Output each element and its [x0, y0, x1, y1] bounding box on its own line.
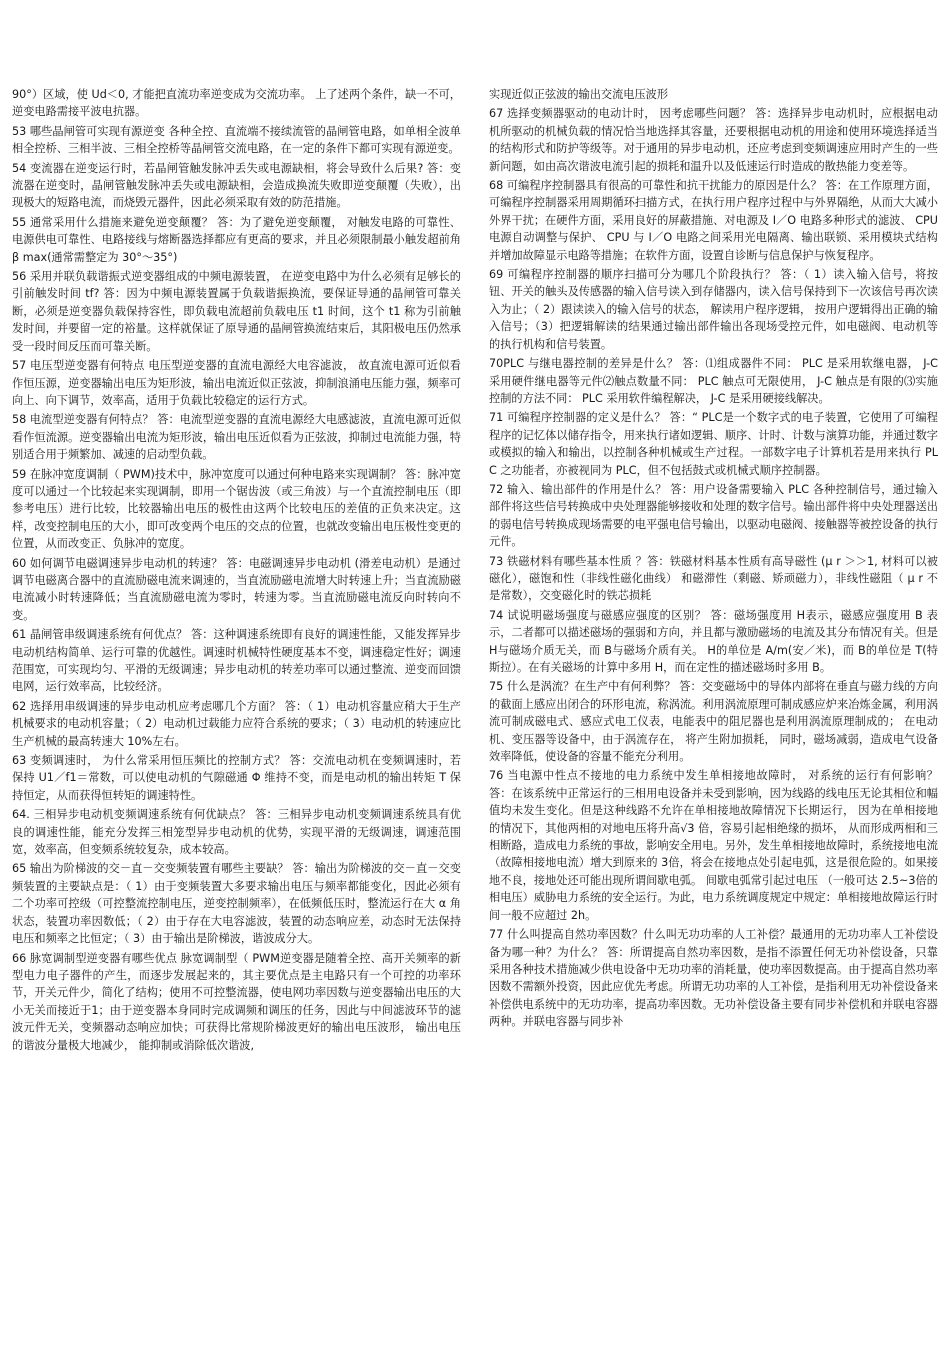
paragraph: 58 电流型逆变器有何特点？ 答：电流型逆变器的直流电源经大电感滤波，直流电源可近似看作恒流源。逆变器输出电流为矩形波，输出电压近似看为正弦波，抑制过电流能力强，特别适合用于频繁加、减速的启动型负载。	[12, 413, 461, 462]
paragraph: 71 可编程序控制器的定义是什么？ 答：“ PLC是一个数字式的电子装置，它使用了可编程程序的记忆体以储存指令，用来执行诸如逻辑、顺序、计时、计数与演算功能，并通过数字或模拟的输入和输出，以控制各种机械或生产过程。一部数字电子计算机若是用来执行 PLC 之功能者，亦被视同为 PLC，但不包括鼓式或机械式顺序控制器。	[489, 411, 938, 477]
paragraph: 实现近似正弦波的输出交流电压波形	[489, 88, 669, 101]
paragraph: 59 在脉冲宽度调制（ PWM)技术中，脉冲宽度可以通过何种电路来实现调制？ 答：脉冲宽度可以通过一个比较起来实现调制，即用一个锯齿波（或三角波）与一个直流控制电压（即参考电压）进行比较，比较器输出电压的极性由这两个比较电压的差值的正负来决定。这样，改变控制电压的大小，即可改变两个电压的交点的位置，也就改变输出电压极性变更的位置，从而改变正、负脉冲的宽度。	[12, 467, 461, 551]
paragraph: 57 电压型逆变器有何特点 电压型逆变器的直流电源经大电容滤波， 故直流电源可近似看作恒压源，逆变器输出电压为矩形波，输出电流近似正弦波，抑制浪涌电压能力强，频率可向上、向下调节，效率高，适用于负载比较稳定的运行方式。	[12, 359, 461, 407]
paragraph: 75 什么是涡流？在生产中有何利弊？ 答：交变磁场中的导体内部将在垂直与磁力线的方向的截面上感应出闭合的环形电流，称涡流。利用涡流原理可制成感应炉来冶炼金属，利用涡流可制成磁电式、感应式电工仪表，电能表中的阻尼器也是利用涡流原理制成的； 在电动机、变压器等设备中，由于涡流存在， 将产生附加损耗， 同时，磁场减弱，造成电气设备效率降低，使设备的容量不能充分利用。	[489, 680, 938, 764]
paragraph: 54 变流器在逆变运行时，若晶闸管触发脉冲丢失或电源缺相，将会导致什么后果? 答：变流器在逆变时，晶闸管触发脉冲丢失或电源缺相，会造成换流失败即逆变颠覆（失败），出现极大的短路电流，而烧毁元器件，因此必须采取有效的防范措施。	[12, 161, 461, 210]
right-column	[489, 86, 938, 1336]
paragraph: 55 通常采用什么措施来避免逆变颠覆？ 答：为了避免逆变颠覆， 对触发电路的可靠性、电源供电可靠性、电路接线与熔断器选择都应有更高的要求，并且必须限制最小触发超前角 β max(通常需整定为 30°～35°)	[12, 215, 461, 264]
paragraph: 62 选择用串级调速的异步电动机应考虑哪几个方面？ 答：（ 1）电动机容量应稍大于生产机械要求的电动机容量；（ 2）电动机过载能力应符合系统的要求；（ 3）电动机的转速应比生产机械的最高转速大 10%左右。	[12, 699, 461, 748]
paragraph: 63 变频调速时， 为什么常采用恒压频比的控制方式？ 答：交流电动机在变频调速时，若保持 U1／f1＝常数，可以使电动机的气隙磁通 Φ 维持不变，而是电动机的输出转矩 T 保持恒定，从而获得恒转矩的调速特性。	[12, 754, 461, 802]
left-column	[12, 86, 461, 1336]
paragraph: 72 输入、输出部件的作用是什么？ 答：用户设备需要输入 PLC 各种控制信号，通过输入部件将这些信号转换成中央处理器能够接收和处理的数字信号。输出部件将中央处理器送出的弱电信号转换成现场需要的电平强电信号输出，以驱动电磁阀、接触器等被控设备的执行元件。	[489, 482, 938, 549]
paragraph: 66 脉宽调制型逆变器有哪些优点 脉宽调制型（ PWM逆变器是随着全控、高开关频率的新型电力电子器件的产生，而逐步发展起来的，其主要优点是主电路只有一个可控的功率环节，开关元件少，简化了结构；使用不可控整流器，使电网功率因数与逆变器输出电压的大小无关而接近于1；由于逆变器本身同时完成调频和调压的任务，因此与中间滤波环节的滤波元件无关，变频器动态响应加快；可获得比常规阶梯波更好的输出电压波形， 输出电压的谐波分量极大地减少， 能抑制或消除低次谐波,	[12, 951, 461, 1052]
paragraph: 56 采用并联负载谐振式逆变器组成的中频电源装置， 在逆变电路中为什么必须有足够长的引前触发时间 tf? 答：因为中频电源装置属于负载谐振换流，要保证导通的晶闸管可靠关断，必须是逆变器负载保持容性，即负载电流超前负载电压 t1 时间，这个 t1 称为引前触发时间，并要留一定的裕量。这样就保证了原导通的晶闸管换流结束后，其阳极电压仍然承受一段时间反压而可靠关断。	[12, 270, 461, 353]
paragraph: 68 可编程序控制器具有很高的可靠性和抗干扰能力的原因是什么？ 答：在工作原理方面，可编程序控制器采用周期循环扫描方式，在执行用户程序过程中与外界隔绝，从而大大减小外界干扰；在硬件方面，采用良好的屏蔽措施、对电源及 I／O 电路多种形式的滤波、 CPU 电源自动调整与保护、 CPU 与 I／O 电路之间采用光电隔离、输出联锁、采用模块式结构并增加故障显示电路等措施；在软件方面，设置自诊断与信息保护与恢复程序。	[489, 179, 938, 262]
paragraph: 73 铁磁材料有哪些基本性质 ？答：铁磁材料基本性质有高导磁性 (μ r ＞＞1, 材料可以被磁化），磁饱和性（非线性磁化曲线） 和磁滞性（剩磁、矫顽磁力），非线性磁阻（ μ r 不是常数），交变磁化时的铁芯损耗	[489, 554, 938, 603]
paragraph: 69 可编程序控制器的顺序扫描可分为哪几个阶段执行？ 答：（ 1）读入输入信号，将按钮、开关的触头及传感器的输入信号读入到存储器内，读入信号保持到下一次该信号再次读入为止；（ 2）跟读读入的输入信号的状态， 解读用户程序逻辑， 按用户逻辑得出正确的输入信号；（3）把逻辑解读的结果通过输出部件输出各现场受控元件，如电磁阀、电动机等的执行机构和信号装置。	[489, 268, 938, 351]
paragraph: 60 如何调节电磁调速异步电动机的转速？ 答：电磁调速异步电动机 (滑差电动机）是通过调节电磁离合器中的直流励磁电流来调速的，当直流励磁电流增大时转速上升；当直流励磁电流减小时转速降低；当直流励磁电流为零时，转速为零。当直流励磁电流反向时转向不变。	[12, 556, 461, 622]
paragraph: 77 什么叫提高自然功率因数？什么叫无功功率的人工补偿？最通用的无功功率人工补偿设备为哪一种？为什么？ 答：所谓提高自然功率因数，是指不添置任何无功补偿设备，只靠采用各种技术措施减少供电设备中无功功率的消耗量，使功率因数提高。由于提高自然功率因数不需额外投资，因此应优先考虑。所谓无功功率的人工补偿，是指利用无功补偿设备来补偿供电系统中的无功功率，提高功率因数。无功补偿设备主要有同步补偿机和并联电容器两种。并联电容器与同步补	[489, 928, 938, 1029]
document-page	[12, 86, 938, 1336]
paragraph: 74 试说明磁场强度与磁感应强度的区别？ 答：磁场强度用 H表示，磁感应强度用 B 表示，二者都可以描述磁场的强弱和方向，并且都与激励磁场的电流及其分布情况有关。但是 H与磁场介质无关，而 B与磁场介质有关。 H的单位是 A/m(安／米)，而 B的单位是 T(特斯拉）。在有关磁场的计算中多用 H，而在定性的描述磁场时多用 B。	[489, 608, 938, 674]
paragraph: 65 输出为阶梯波的交－直－交变频装置有哪些主要缺？ 答：输出为阶梯波的交－直－交变频装置的主要缺点是：（ 1）由于变频装置大多要求输出电压与频率都能变化，因此必须有二个功率可控级（可控整流控制电压，逆变控制频率），在低频低压时，整流运行在大 α 角状态，装置功率因数低；（ 2）由于存在大电容滤波，装置的动态响应差，动态时无法保持电压和频率之比恒定；（ 3）由于输出是阶梯波，谐波成分大。	[12, 862, 461, 946]
paragraph: 53 哪些晶闸管可实现有源逆变 各种全控、直流端不接续流管的晶闸管电路，如单相全波单相全控桥、三相半波、三相全控桥等晶闸管交流电路，在一定的条件下都可实现有源逆变。	[12, 124, 461, 156]
paragraph: 61 晶闸管串级调速系统有何优点？ 答：这种调速系统即有良好的调速性能，又能发挥异步电动机结构简单、运行可靠的优越性。调速时机械特性硬度基本不变，调速稳定性好；调速范围宽，可实现均匀、平滑的无级调速；异步电动机的转差功率可以通过整流、逆变而回馈电网，运行效率高，比较经济。	[12, 628, 461, 694]
paragraph: 76 当电源中性点不接地的电力系统中发生单相接地故障时， 对系统的运行有何影响？ 答：在该系统中正常运行的三相用电设备并未受到影响，因为线路的线电压无论其相位和幅值均未发生变化。但是这种线路不允许在单相接地故障情况下长期运行， 因为在单相接地的情况下，其他两相的对地电压将升高√3 倍，容易引起相绝缘的损坏， 从而形成两相和三相断路，造成电力系统的事故，影响安全用电。另外，发生单相接地故障时，系统接地电流（故障相接地电流）增大到原来的 3倍，将会在接地点处引起电弧，这是很危险的。如果接地不良，接地处还可能出现所谓间歇电弧。 间歇电弧常引起过电压 （一般可达 2.5~3倍的相电压）威胁电力系统的安全运行。为此，电力系统调度规定中规定：单相接地故障运行时间一般不应超过 2h。	[489, 769, 938, 922]
paragraph: 67 选择变频器驱动的电动计时， 因考虑哪些问题？ 答：选择异步电动机时，应根据电动机所驱动的机械负载的情况恰当地选择其容量，还要根据电动机的用途和使用环境选择适当的结构形式和防护等级等。对于通用的异步电动机，还应考虑到变频调速应用时产生的一些新问题，如由高次谐波电流引起的损耗和温升以及低速运行时造成的散热能力变差等。	[489, 107, 938, 173]
paragraph: 64. 三相异步电动机变频调速系统有何优缺点？ 答：三相异步电动机变频调速系统具有优良的调速性能，能充分发挥三相笼型异步电动机的优势，实现平滑的无级调速，调速范围宽，效率高，但变频系统较复杂，成本较高。	[12, 808, 461, 857]
paragraph: 90°）区域，使 Ud＜0, 才能把直流功率逆变成为交流功率。 上了述两个条件，缺一不可，逆变电路需接平波电抗器。	[12, 88, 461, 119]
paragraph: 70PLC 与继电器控制的差异是什么？ 答：⑴组成器件不同： PLC 是采用软继电器， J-C 采用硬件继电器等元件⑵触点数量不同： PLC 触点可无限使用， J-C 触点是有限的⑶实施控制的方法不同： PLC 采用软件编程解决， J-C 是采用硬接线解决。	[489, 357, 938, 405]
